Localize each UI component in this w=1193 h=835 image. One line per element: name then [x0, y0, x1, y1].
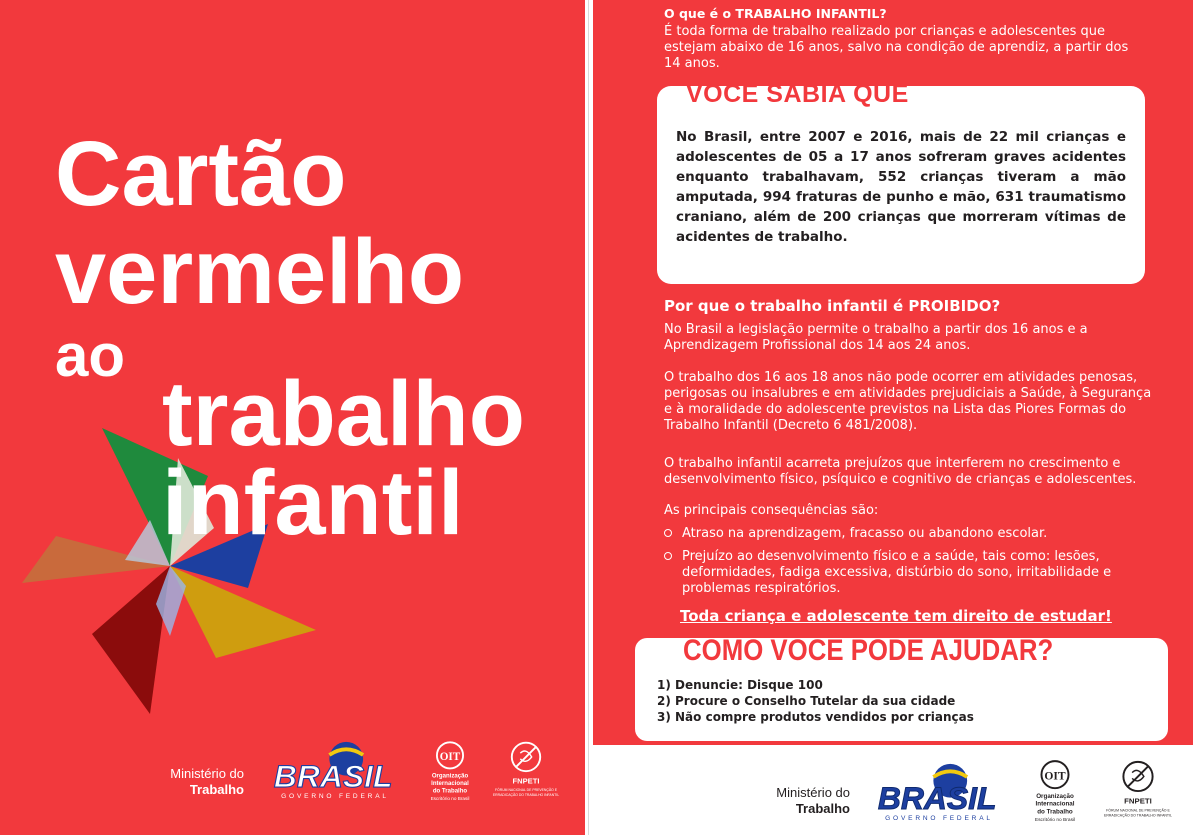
ministerio-line-2: Trabalho: [189, 782, 244, 797]
did-you-know-title: VOCÊ SABIA QUE: [686, 80, 909, 108]
oit-caption-3: do Trabalho: [1037, 808, 1073, 816]
ministerio-line-1: Ministério do: [170, 766, 244, 781]
why-forbidden-paragraph-3: O trabalho infantil acarreta prejuízos que interferem no crescimento e desenvolvimento físico, psíquico e cognitivo de crianças e adolescentes.: [664, 456, 1137, 487]
fold-line: [588, 0, 589, 835]
brasil-wordmark: BRASIL: [273, 757, 393, 794]
consequence-text: Atraso na aprendizagem, fracasso ou abandono escolar.: [682, 526, 1048, 541]
oit-caption-1: Organização: [431, 773, 469, 780]
did-you-know-text: No Brasil, entre 2007 e 2016, mais de 22 mil crianças e adolescentes de 05 a 17 anos sofreram graves acidentes enquanto trabalhavam, 552 crianças tiveram a mão amputada, 994 fraturas de punho e mão, 631 traumatismo craniano, além de 200 crianças que morreram vítimas de acidentes de trabalho.: [676, 129, 1126, 245]
why-forbidden-paragraph-1: No Brasil a legislação permite o trabalho a partir dos 16 anos e a Aprendizagem Profissional dos 14 aos 24 anos.: [664, 322, 1088, 353]
brasil-wordmark: BRASIL: [877, 779, 997, 816]
fnpeti-caption-2: ERRADICAÇÃO DO TRABALHO INFANTIL: [1103, 813, 1173, 818]
ministerio-label: [768, 785, 850, 817]
brasil-tagline: GOVERNO FEDERAL: [281, 793, 389, 801]
slogan: Toda criança e adolescente tem direito de estudar!: [680, 607, 1112, 625]
fnpeti-caption-1: FÓRUM NACIONAL DE PREVENÇÃO E: [1106, 808, 1170, 813]
oit-logo: [1026, 757, 1084, 831]
fnpeti-logo: [488, 738, 564, 810]
fold-gutter: [585, 0, 593, 835]
list-item: [664, 526, 1164, 542]
consequences-list: [664, 526, 1164, 604]
cover-title-line-3: ao: [55, 322, 126, 389]
darkred-blade: [92, 566, 170, 714]
why-forbidden-paragraph-2: O trabalho dos 16 aos 18 anos não pode ocorrer em atividades penosas, perigosas ou insalubres e em atividades prejudiciais a Saúde, à Segurança e à moralidade do adolescente previstos na Lista das Piores Formas do Trabalho Infantil (Decreto 6 481/2008).: [664, 370, 1152, 433]
fnpeti-caption-2: ERRADICAÇÃO DO TRABALHO INFANTIL: [492, 792, 560, 797]
oit-caption-1: Organização: [1036, 792, 1074, 800]
oit-caption-4: Escritório no Brasil: [1034, 818, 1076, 824]
brasil-tagline: GOVERNO FEDERAL: [885, 815, 993, 823]
bullet-icon: [664, 552, 672, 560]
fnpeti-wordmark: FNPETI: [1124, 796, 1152, 806]
cover-title-line-5: infantil: [162, 452, 464, 554]
oit-caption-2: Internacional: [431, 781, 469, 788]
consequences-intro: As principais consequências são:: [664, 503, 879, 518]
what-is-text: É toda forma de trabalho realizado por crianças e adolescentes que estejam abaixo de 16 anos, salvo na condição de aprendiz, a partir dos 14 anos.: [664, 24, 1129, 71]
oit-logo: [422, 738, 478, 810]
list-item: 3) Não compre produtos vendidos por crianças: [657, 710, 974, 724]
fnpeti-caption-1: FÓRUM NACIONAL DE PREVENÇÃO E: [495, 788, 557, 793]
how-to-help-list: [657, 677, 974, 725]
brasil-logo: [864, 755, 1014, 827]
oit-caption-4: Escritório no Brasil: [430, 796, 470, 802]
list-item: [664, 549, 1164, 597]
oit-caption-3: do Trabalho: [432, 788, 468, 795]
cover-footer-logos: [160, 734, 580, 824]
ministerio-label: [160, 766, 244, 798]
cover-title-line-4: trabalho: [162, 363, 525, 465]
why-forbidden-title: Por que o trabalho infantil é PROIBIDO?: [664, 297, 1001, 315]
brasil-logo: [260, 736, 410, 802]
consequence-text: Prejuízo ao desenvolvimento físico e a saúde, tais como: lesões, deformidades, fadiga excessiva, distúrbio do sono, irritabilidade e problemas respiratórios.: [682, 549, 1112, 596]
list-item: 2) Procure o Conselho Tutelar da sua cidade: [657, 694, 956, 708]
ministerio-line-1: Ministério do: [776, 785, 850, 800]
cover-title-line-2: vermelho: [55, 221, 465, 323]
info-footer-logos: [768, 755, 1188, 835]
list-item: 1) Denuncie: Disque 100: [657, 678, 823, 692]
oit-mark: OIT: [439, 751, 461, 763]
fnpeti-wordmark: FNPETI: [512, 776, 540, 786]
how-to-help-title: COMO VOCÊ PODE AJUDAR?: [683, 634, 1054, 667]
oit-caption-2: Internacional: [1035, 800, 1075, 808]
ministerio-line-2: Trabalho: [795, 801, 850, 816]
oit-mark: OIT: [1044, 769, 1066, 783]
fnpeti-logo: [1098, 757, 1178, 831]
cover-title-line-1: Cartão: [55, 123, 347, 225]
cover-panel: [0, 0, 585, 835]
bullet-icon: [664, 529, 672, 537]
what-is-title: O que é o TRABALHO INFANTIL?: [664, 6, 887, 21]
